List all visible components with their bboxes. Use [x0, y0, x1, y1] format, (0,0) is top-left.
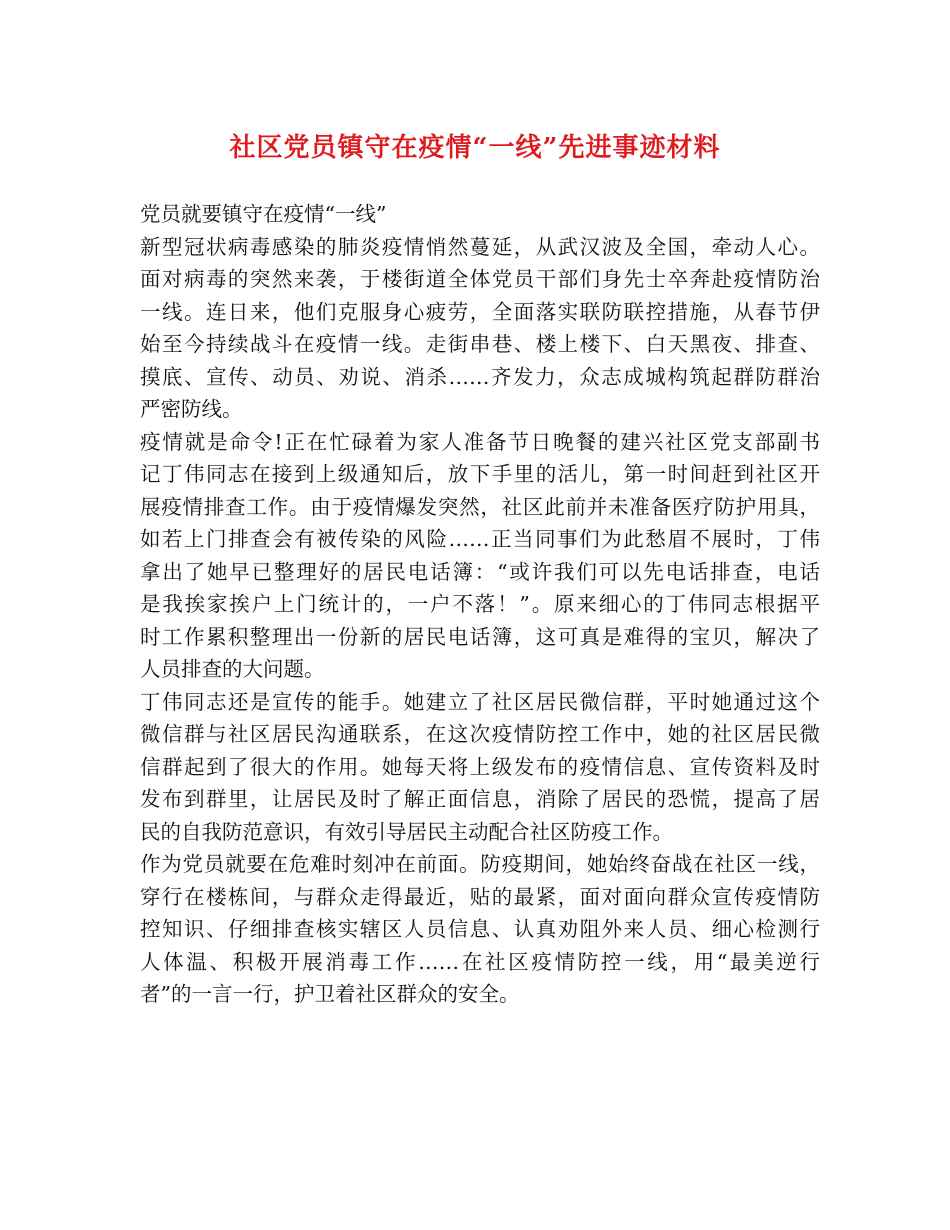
text-line: 信群起到了很大的作用。她每天将上级发布的疫情信息、宣传资料及时: [140, 754, 820, 779]
paragraph-4: [140, 686, 820, 849]
text-line: 拿出了她早已整理好的居民电话簿：“或许我们可以先电话排查，电话: [140, 559, 820, 584]
text-line: 如若上门排查会有被传染的风险……正当同事们为此愁眉不展时，丁伟: [140, 527, 820, 551]
paragraph-2: [140, 231, 820, 426]
text-line: 展疫情排查工作。由于疫情爆发突然，社区此前并未准备医疗防护用具，: [140, 494, 820, 519]
text-line: 始至今持续战斗在疫情一线。走街串巷、楼上楼下、白天黑夜、排查、: [140, 332, 820, 356]
text-line: 控知识、仔细排查核实辖区人员信息、认真劝阻外来人员、细心检测行: [140, 917, 820, 941]
text-line: 疫情就是命令!正在忙碌着为家人准备节日晚餐的建兴社区党支部副书: [140, 429, 820, 454]
text-line: 人体温、积极开展消毒工作……在社区疫情防控一线，用“最美逆行: [140, 949, 820, 974]
text-line: 记丁伟同志在接到上级通知后，放下手里的活儿，第一时间赶到社区开: [140, 462, 820, 486]
text-line: 民的自我防范意识，有效引导居民主动配合社区防疫工作。: [140, 819, 673, 844]
text-line: 一线。连日来，他们克服身心疲劳，全面落实联防联控措施，从春节伊: [140, 299, 820, 324]
text-line: 穿行在楼栋间，与群众走得最近，贴的最紧，面对面向群众宣传疫情防: [140, 884, 820, 909]
text-line: 面对病毒的突然来袭，于楼街道全体党员干部们身先士卒奔赴疫情防治: [140, 267, 820, 291]
text-line: 党员就要镇守在疫情“一线”: [140, 202, 387, 226]
text-line: 者”的一言一行，护卫着社区群众的安全。: [140, 982, 520, 1006]
document-title: 社区党员镇守在疫情“一线”先进事迹材料: [229, 133, 721, 163]
paragraph-1: [140, 198, 820, 231]
text-line: 新型冠状病毒感染的肺炎疫情悄然蔓延，从武汉波及全国，牵动人心。: [140, 234, 820, 259]
text-line: 摸底、宣传、动员、劝说、消杀……齐发力，众志成城构筑起群防群治: [140, 364, 820, 389]
text-line: 微信群与社区居民沟通联系，在这次疫情防控工作中，她的社区居民微: [140, 722, 820, 746]
text-line: 严密防线。: [140, 397, 243, 421]
paragraph-3: [140, 426, 820, 686]
text-line: 作为党员就要在危难时刻冲在前面。防疫期间，她始终奋战在社区一线，: [140, 852, 820, 876]
text-line: 是我挨家挨户上门统计的，一户不落！”。原来细心的丁伟同志根据平: [140, 592, 820, 616]
text-line: 时工作累积整理出一份新的居民电话簿，这可真是难得的宝贝，解决了: [140, 624, 820, 649]
document-body: [140, 198, 820, 1011]
paragraph-5: [140, 848, 820, 1011]
text-line: 丁伟同志还是宣传的能手。她建立了社区居民微信群，平时她通过这个: [140, 689, 820, 714]
text-line: 发布到群里，让居民及时了解正面信息，消除了居民的恐慌，提高了居: [140, 787, 820, 811]
text-line: 人员排查的大问题。: [140, 657, 325, 681]
